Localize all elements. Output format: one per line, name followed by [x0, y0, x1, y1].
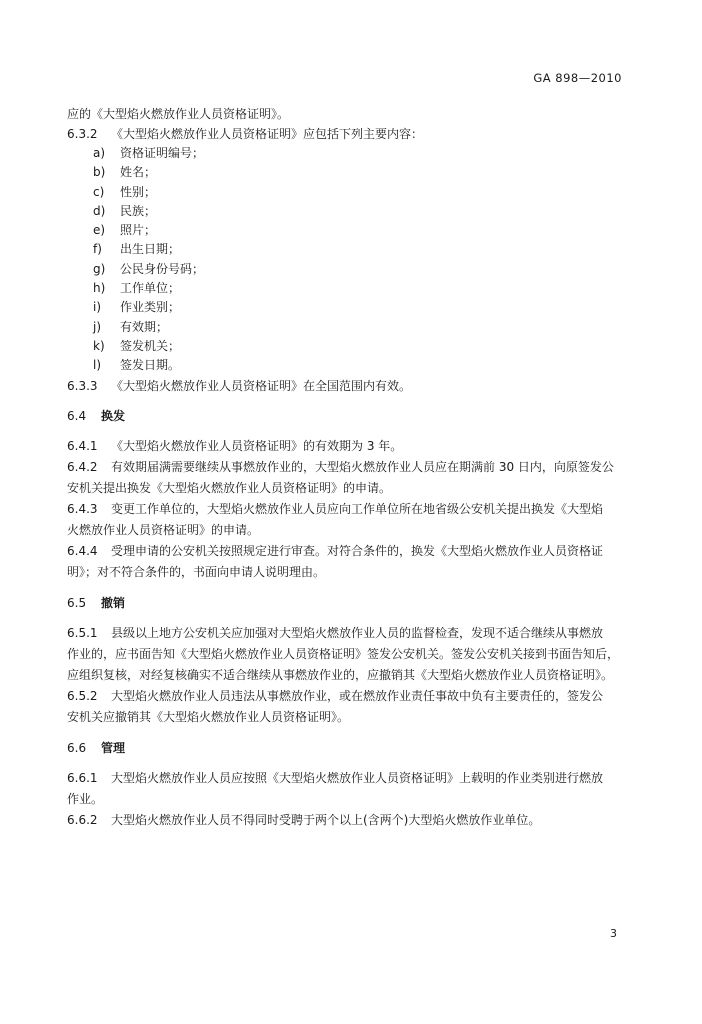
section-title: 换发 [101, 408, 126, 423]
clause-text-line: 作业的，应书面告知《大型焰火燃放作业人员资格证明》签发公安机关。签发公安机关接到书面告知后， [67, 646, 620, 661]
clause-6-3-2 [67, 124, 635, 144]
clause-number: 6.4.2 [67, 459, 98, 474]
clause-6-4-2 [67, 457, 635, 499]
list-text: 签发日期。 [120, 358, 181, 373]
clause-number: 6.5.1 [67, 625, 98, 640]
clause-number: 6.4.4 [67, 543, 98, 558]
list-label: f) [93, 242, 102, 257]
list-label: d) [93, 203, 106, 218]
list-label: l) [93, 358, 102, 373]
list-item [93, 337, 635, 356]
clause-6-6-2 [67, 810, 635, 831]
clause-text-line: 县级以上地方公安机关应加强对大型焰火燃放作业人员的监督检查，发现不适合继续从事燃放 [111, 625, 604, 640]
list-label: c) [93, 184, 105, 199]
section-title: 撤销 [101, 595, 126, 610]
clause-text-line: 有效期届满需要继续从事燃放作业的，大型焰火燃放作业人员应在期满前 30 日内，向原签发公 [111, 459, 614, 474]
clause-number: 6.4.1 [67, 438, 98, 453]
list-label: h) [93, 281, 106, 296]
list-item [93, 202, 635, 221]
section-6-6-heading [67, 738, 635, 758]
clause-text-line: 大型焰火燃放作业人员应按照《大型焰火燃放作业人员资格证明》上载明的作业类别进行燃放 [111, 770, 604, 785]
clause-text-line: 火燃放作业人员资格证明》的申请。 [67, 522, 260, 537]
section-number: 6.4 [67, 408, 87, 423]
clause-number: 6.4.3 [67, 501, 98, 516]
list-item [93, 240, 635, 259]
list-label: b) [93, 165, 106, 180]
clause-6-5-1 [67, 623, 635, 686]
list-item [93, 163, 635, 182]
clause-6-4-3 [67, 499, 635, 541]
list-text: 有效期； [120, 319, 169, 334]
clause-text: 《大型焰火燃放作业人员资格证明》的有效期为 3 年。 [111, 438, 403, 453]
page-number: 3 [610, 927, 617, 940]
list-item [93, 298, 635, 317]
clause-text-line: 应组织复核，对经复核确实不适合继续从事燃放作业的，应撤销其《大型焰火燃放作业人员资格证明》。 [67, 667, 614, 682]
list-text: 资格证明编号； [120, 146, 205, 160]
list-label: e) [93, 223, 106, 238]
list-text: 作业类别； [120, 300, 181, 315]
clause-number: 6.6.2 [67, 812, 98, 827]
list-item [93, 221, 635, 240]
content-list [93, 144, 635, 376]
section-6-4-heading [67, 406, 635, 426]
clause-text-line: 明》；对不符合条件的，书面向申请人说明理由。 [67, 564, 326, 579]
clause-number: 6.3.3 [67, 378, 98, 393]
document-body [67, 104, 635, 831]
list-item [93, 183, 635, 202]
clause-text-line: 安机关提出换发《大型焰火燃放作业人员资格证明》的申请。 [67, 480, 392, 495]
clause-text-line: 变更工作单位的，大型焰火燃放作业人员应向工作单位所在地省级公安机关提出换发《大型焰 [111, 501, 604, 516]
clause-number: 6.5.2 [67, 688, 98, 703]
list-text: 公民身份号码； [120, 261, 205, 276]
list-item [93, 279, 635, 298]
clause-6-5-2 [67, 686, 635, 728]
clause-text-line: 作业。 [67, 791, 104, 806]
list-text: 性别； [120, 184, 157, 199]
list-text: 姓名； [120, 165, 157, 180]
list-label: g) [93, 261, 106, 276]
clause-6-6-1 [67, 768, 635, 810]
list-label: k) [93, 338, 105, 353]
clause-text-line: 安机关应撤销其《大型焰火燃放作业人员资格证明》。 [67, 709, 350, 724]
list-label: j) [93, 319, 102, 334]
section-6-5-heading [67, 593, 635, 613]
section-number: 6.5 [67, 595, 87, 610]
list-label: i) [93, 300, 102, 315]
clause-number: 6.3.2 [67, 127, 98, 141]
clause-6-4-1 [67, 436, 635, 457]
clause-text: 大型焰火燃放作业人员不得同时受聘于两个以上(含两个)大型焰火燃放作业单位。 [111, 812, 541, 827]
list-item [93, 260, 635, 279]
clause-text: 《大型焰火燃放作业人员资格证明》应包括下列主要内容： [111, 127, 424, 141]
standard-code: GA 898—2010 [533, 71, 622, 85]
list-text: 工作单位； [120, 281, 181, 296]
clause-6-3-3 [67, 376, 635, 396]
list-text: 签发机关； [120, 338, 181, 353]
clause-text: 《大型焰火燃放作业人员资格证明》在全国范围内有效。 [111, 378, 412, 393]
list-item [93, 144, 635, 163]
intro-line: 应的《大型焰火燃放作业人员资格证明》。 [67, 107, 290, 121]
clause-text-line: 大型焰火燃放作业人员违法从事燃放作业，或在燃放作业责任事故中负有主要责任的，签发公 [111, 688, 604, 703]
clause-number: 6.6.1 [67, 770, 98, 785]
clause-text-line: 受理申请的公安机关按照规定进行审查。对符合条件的，换发《大型焰火燃放作业人员资格证 [111, 543, 604, 558]
section-title: 管理 [101, 740, 126, 755]
list-label: a) [93, 146, 106, 160]
list-text: 出生日期； [120, 242, 181, 257]
list-item [93, 356, 635, 375]
clause-6-4-4 [67, 541, 635, 583]
section-number: 6.6 [67, 740, 87, 755]
list-text: 照片； [120, 223, 157, 238]
list-item [93, 318, 635, 337]
list-text: 民族； [120, 203, 157, 218]
